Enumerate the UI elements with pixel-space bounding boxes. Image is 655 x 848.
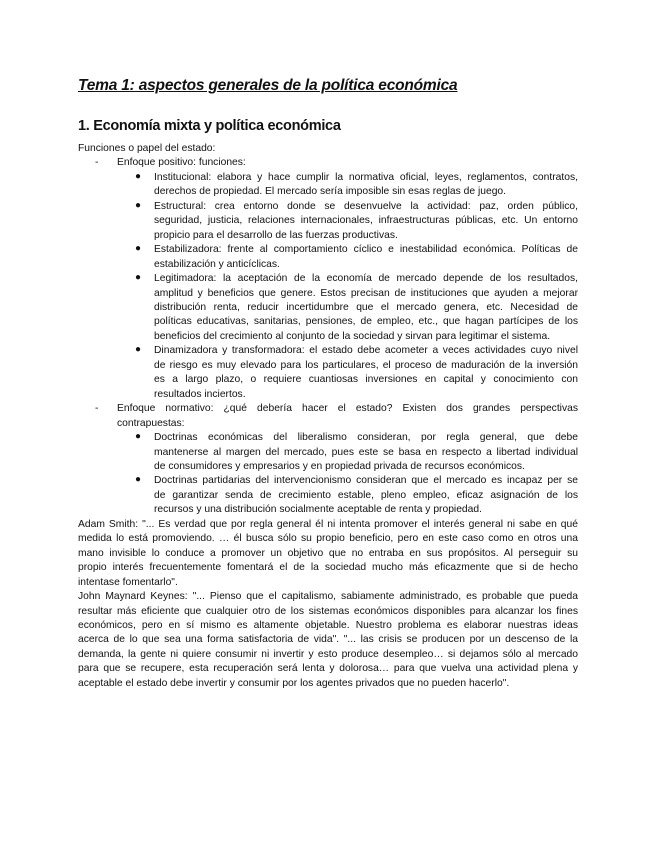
text-line: propio interés frecuentemente fomentará el de la sociedad mucho más eficazmente que si de hecho [78,562,578,574]
bullet-icon: ● [135,431,142,443]
text-line: económicos, pero en sí mismo es altamente objetable. Nuestro problema es elaborar nuestras ideas [78,619,578,631]
text-line: de garantizar senda de crecimiento estable, pleno empleo, eficaz asignación de los [154,489,578,501]
bullet-item [78,272,578,344]
text-line: Doctrinas partidarias del intervencionismo consideran que el mercado es incapaz per se [154,475,578,487]
text-line: demanda, la gente ni quiere consumir ni invertir y esto produce desempleo… si dejamos sólo al mercado [78,648,578,660]
text-line: Institucional: elabora y hace cumplir la normativa oficial, leyes, reglamentos, contratos, [154,171,578,183]
bullet-item [78,200,578,243]
dash-marker: - [95,403,99,415]
text-line: derechos de propiedad. El mercado sería imposible sin esas reglas de juego. [154,186,507,198]
text-line: mantenerse al margen del mercado, pues este se basa en respecto a libertad individual [154,446,578,458]
list-item-normative [78,402,578,431]
text-line: es a largo plazo, o requiere cuantiosas inversiones en capital y conocimiento con [154,374,578,386]
text-line: de riesgo es muy elevado para los particulares, el proceso de maduración de la inversión [154,359,578,371]
normative-heading: Enfoque normativo: ¿qué debería hacer el estado? Existen dos grandes perspectivas [117,403,578,415]
text-line: intentase fomentarlo". [78,576,178,588]
quote-keynes [78,590,578,691]
list-item-positive [78,156,578,170]
document-title: Tema 1: aspectos generales de la política económica [78,77,458,94]
text-line: Estructural: crea entorno donde se desenvuelve la actividad: paz, orden público, [154,200,578,212]
bullet-item [78,431,578,474]
bullet-icon: ● [135,199,142,211]
normative-heading: contrapuestas: [117,417,185,429]
document-body [78,142,578,691]
bullet-item [78,474,578,517]
dash-marker: - [95,157,99,169]
bullet-icon: ● [135,344,142,356]
text-line: mano invisible lo conduce a promover un objetivo que no entraba en sus propósitos. Al perseguir su [78,547,578,559]
text-line: seguridad, justicia, relaciones internacionales, infraestructuras públicas, etc. Un entorno [154,215,578,227]
bullet-icon: ● [135,474,142,486]
text-line: de consumidores y empresarios y en propiedad privada de recursos económicos. [154,460,525,472]
text-line: estabilización y anticíclicas. [154,258,280,270]
bullet-icon: ● [135,170,142,182]
text-line: beneficios del crecimiento al conjunto de la sociedad y sirvan para legitimar el sistema. [154,330,551,342]
text-line: Legitimadora: la aceptación de la economía de mercado depende de los resultados, [154,273,578,285]
text-line: Doctrinas económicas del liberalismo consideran, por regla general, que debe [154,432,578,444]
positive-heading: Enfoque positivo: funciones: [117,157,246,169]
text-line: distribución renta, reducir incertidumbre que el mercado genera, etc. Necesidad de [154,301,578,313]
bullet-icon: ● [135,243,142,255]
bullet-item [78,171,578,200]
text-line: acerca de lo que sea una forma satisfactoria de vida". "... las crisis se producen por un descenso de la [78,634,578,646]
intro-text: Funciones o papel del estado: [78,143,216,154]
section-title: 1. Economía mixta y política económica [78,118,341,134]
text-line: resultados inciertos. [154,388,246,400]
quote-adam-smith [78,518,578,590]
text-line: políticas educativas, sanitarias, pensiones, de empleo, etc., que hagan partícipes de los [154,316,578,328]
text-line: Adam Smith: "... Es verdad que por regla general él ni intenta promover el interés general ni sabe en qué [78,518,578,530]
text-line: amplitud y beneficios que genere. Estos precisan de instituciones que ayuden a mejorar [154,287,578,299]
text-line: para que se recupere, esta recuperación será lenta y dolorosa… para que vuelva una actividad plena y [78,663,578,675]
text-line: aceptable el estado debe invertir y consumir por los agentes privados que no pueden hacerlo". [78,677,510,689]
text-line: propicio para el desarrollo de las fuerzas productivas. [154,229,398,241]
text-line: Estabilizadora: frente al comportamiento cíclico e inestabilidad económica. Políticas de [154,244,578,256]
text-line: medida lo está promoviendo. … él busca sólo su propio beneficio, pero en este caso como en otros una [78,533,578,545]
text-line: resultar más eficiente que cualquier otro de los sistemas económicos disponibles para alcanzar los fines [78,605,578,617]
text-line: recursos y una distribución socialmente aceptable de renta y propiedad. [154,504,482,516]
text-line: John Maynard Keynes: "... Pienso que el capitalismo, sabiamente administrado, es probable que pueda [78,591,578,603]
text-line: Dinamizadora y transformadora: el estado debe acometer a veces actividades cuyo nivel [154,345,578,357]
bullet-item [78,344,578,402]
bullet-icon: ● [135,272,142,284]
bullet-item [78,243,578,272]
